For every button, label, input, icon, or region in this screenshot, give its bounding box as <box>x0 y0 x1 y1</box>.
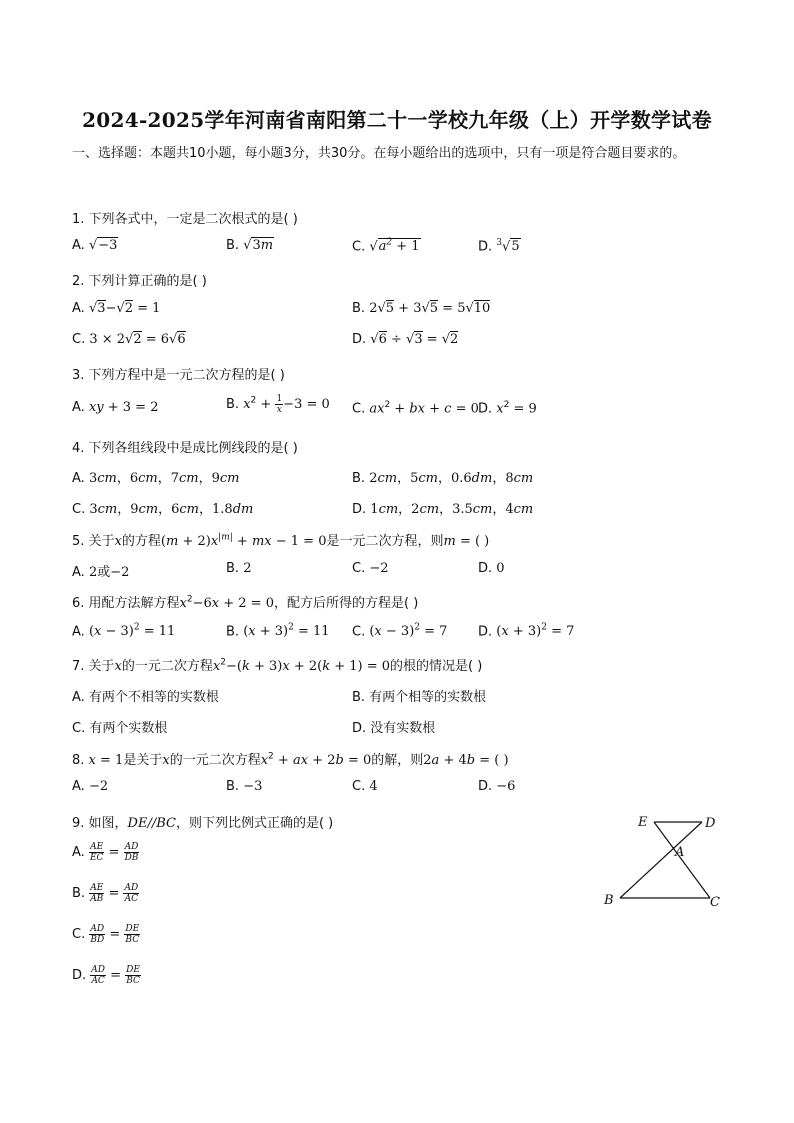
q4-option-d: D. 1cm，2cm，3.5cm，4cm <box>352 502 534 517</box>
q3-option-b: B. $x^2$ + $\frac{1}{x}$ −3 = 0 <box>226 394 330 415</box>
question-6-stem: 6. 用配方法解方程$x^2-6x + 2 = 0$，配方后所得的方程是( ) <box>72 594 419 611</box>
q2-option-b: B. 2√5 + 3√5 = 5√10 <box>352 301 491 316</box>
q9-option-d: D. $\frac{AD}{AC}$ = $\frac{DE}{BC}$ <box>72 965 140 986</box>
q9-option-a: A. $\frac{AE}{EC}$ = $\frac{AD}{DB}$ <box>72 842 139 863</box>
q1-option-a: A. √−3 <box>72 238 118 253</box>
q7-option-b: B. 有两个相等的实数根 <box>352 690 487 705</box>
label-B: B <box>604 893 614 908</box>
label-C: C <box>710 895 720 910</box>
q4-option-b: B. 2cm，5cm，0.6dm，8cm <box>352 471 534 486</box>
q8-option-b: B. −3 <box>226 779 263 794</box>
label-D: D <box>705 816 716 831</box>
label-E: E <box>638 815 648 830</box>
q1-option-c: C. $√a^2 + 1$ <box>352 238 420 255</box>
q3-option-d: D. $x^2 = 9$ <box>478 400 537 417</box>
q3-option-c: C. $ax^2$ + bx + c = 0 <box>352 400 479 417</box>
q5-option-d: D. 0 <box>478 561 505 576</box>
q5-option-a: A. 2或−2 <box>72 565 130 580</box>
q6-option-a: A. $(x - 3)^2 = 11$ <box>72 623 176 640</box>
question-9-stem: 9. 如图，DE//BC，则下列比例式正确的是( ) <box>72 816 334 831</box>
q6-option-c: C. $(x - 3)^2 = 7$ <box>352 623 448 640</box>
q2-option-c: C. 3 × 2√2 = 6√6 <box>72 332 186 347</box>
question-4-stem: 4. 下列各组线段中是成比例线段的是( ) <box>72 441 298 456</box>
q2-option-d: D. √6 ÷ √3 = √2 <box>352 332 459 347</box>
section-heading: 一、选择题：本题共10小题，每小题3分，共30分。在每小题给出的选项中，只有一项是符合题目要求的。 <box>72 146 686 161</box>
q9-option-b: B. $\frac{AE}{AB}$ = $\frac{AD}{AC}$ <box>72 883 139 904</box>
geometry-figure <box>598 808 728 912</box>
q6-option-d: D. $(x + 3)^2 = 7$ <box>478 623 575 640</box>
q7-option-a: A. 有两个不相等的实数根 <box>72 690 219 705</box>
page-title: 2024-2025学年河南省南阳第二十一学校九年级（上）开学数学试卷 <box>82 108 712 132</box>
question-5-stem: 5. 关于x的方程$(m + 2)x^{|m|}$ + mx − 1 = 0是一元二次方程，则m = ( ) <box>72 532 490 549</box>
q7-option-d: D. 没有实数根 <box>352 721 436 736</box>
question-8-stem: 8. x = 1是关于x的一元二次方程$x^2$ + ax + 2b = 0的解，则2a + 4b = ( ) <box>72 751 509 768</box>
q2-option-a: A. √3−√2 = 1 <box>72 301 161 316</box>
segment-DB <box>620 822 702 898</box>
q5-option-b: B. 2 <box>226 561 252 576</box>
question-2-stem: 2. 下列计算正确的是( ) <box>72 274 207 289</box>
q9-option-c: C. $\frac{AD}{BD}$ = $\frac{DE}{BC}$ <box>72 924 140 945</box>
label-A: A <box>675 845 685 860</box>
q3-option-a: A. xy + 3 = 2 <box>72 400 159 415</box>
q7-option-c: C. 有两个实数根 <box>72 721 168 736</box>
q1-option-d: D. $^3$√5 <box>478 238 520 255</box>
q4-option-c: C. 3cm，9cm，6cm，1.8dm <box>72 502 254 517</box>
q6-option-b: B. $(x + 3)^2 = 11$ <box>226 623 330 640</box>
q8-option-a: A. −2 <box>72 779 109 794</box>
segment-EC <box>654 822 710 898</box>
question-7-stem: 7. 关于x的一元二次方程$x^2-(k + 3)x + 2(k + 1) = 0$的根的情况是( ) <box>72 657 483 674</box>
q8-option-d: D. −6 <box>478 779 516 794</box>
q1-option-b: B. √3m <box>226 238 274 253</box>
question-3-stem: 3. 下列方程中是一元二次方程的是( ) <box>72 368 285 383</box>
q5-option-c: C. −2 <box>352 561 389 576</box>
question-1-stem: 1. 下列各式中，一定是二次根式的是( ) <box>72 212 298 227</box>
q4-option-a: A. 3cm，6cm，7cm，9cm <box>72 471 240 486</box>
q8-option-c: C. 4 <box>352 779 378 794</box>
